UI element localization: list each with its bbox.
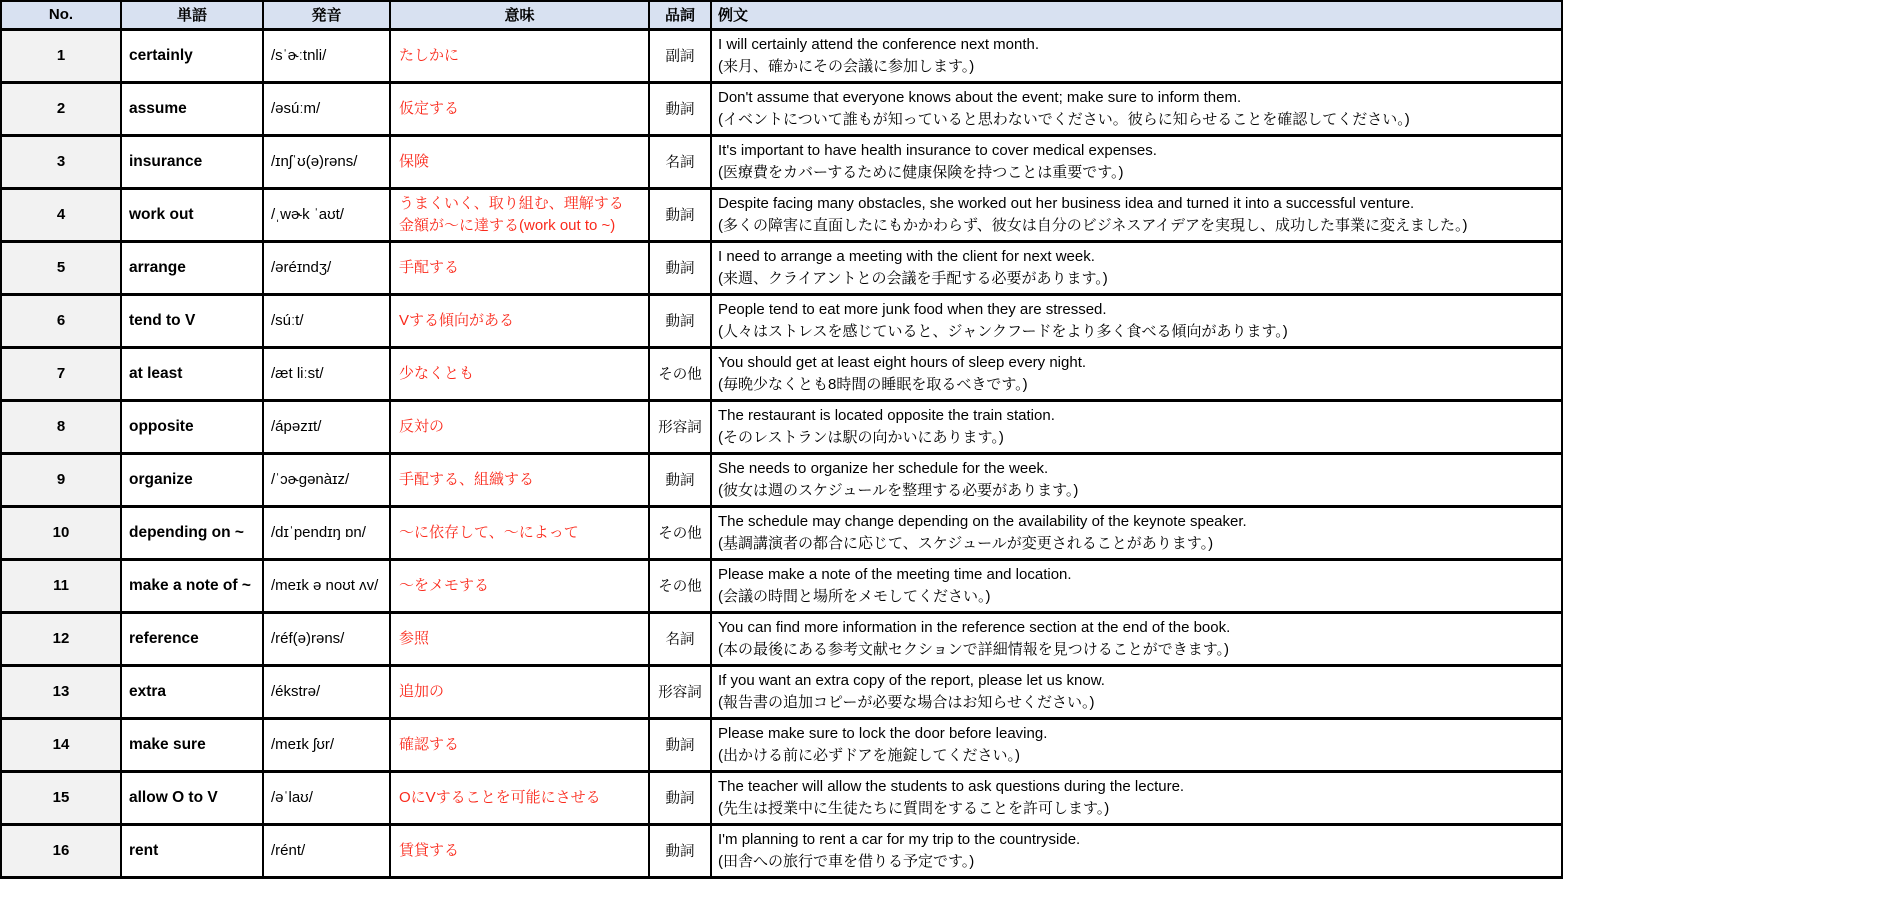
example-japanese: (彼女は週のスケジュールを整理する必要があります。) — [718, 481, 1079, 499]
word-cell: at least — [121, 347, 263, 400]
meaning-cell: 〜をメモする — [390, 559, 649, 612]
example-cell — [711, 135, 1562, 188]
example-english: I will certainly attend the conference next month. — [718, 36, 1040, 53]
vocab-table-header — [1, 1, 1562, 29]
table-row — [1, 453, 1562, 506]
row-number-cell: 14 — [1, 718, 121, 771]
meaning-cell: 手配する、組織する — [390, 453, 649, 506]
meaning-cell: 反対の — [390, 400, 649, 453]
example-japanese: (出かける前に必ずドアを施錠してください。) — [718, 746, 1021, 764]
example-japanese: (医療費をカバーするために健康保険を持つことは重要です。) — [718, 163, 1124, 181]
part-of-speech-cell: 形容詞 — [649, 400, 711, 453]
word-cell: arrange — [121, 241, 263, 294]
pronunciation-cell: /ɪnʃˈʊ(ə)rəns/ — [263, 135, 390, 188]
example-japanese: (田舎への旅行で車を借りる予定です。) — [718, 852, 975, 870]
col-header-pos: 品詞 — [649, 1, 711, 29]
col-header-pronunciation: 発音 — [263, 1, 390, 29]
table-row — [1, 135, 1562, 188]
example-japanese: (人々はストレスを感じていると、ジャンクフードをより多く食べる傾向があります。) — [718, 322, 1288, 340]
example-english: The restaurant is located opposite the train station. — [718, 407, 1055, 424]
pronunciation-cell: /ápəzɪt/ — [263, 400, 390, 453]
table-row — [1, 771, 1562, 824]
col-header-example: 例文 — [711, 1, 1562, 29]
vocab-table-body — [1, 29, 1562, 877]
word-cell: opposite — [121, 400, 263, 453]
part-of-speech-cell: 名詞 — [649, 135, 711, 188]
example-japanese: (来月、確かにその会議に参加します。) — [718, 57, 975, 75]
col-header-no: No. — [1, 1, 121, 29]
word-cell: tend to V — [121, 294, 263, 347]
example-english: Despite facing many obstacles, she worked out her business idea and turned it into a successful venture. — [718, 195, 1415, 212]
table-row — [1, 824, 1562, 877]
pronunciation-cell: /əréɪndʒ/ — [263, 241, 390, 294]
table-row — [1, 559, 1562, 612]
example-cell — [711, 400, 1562, 453]
meaning-cell: OにVすることを可能にさせる — [390, 771, 649, 824]
meaning-cell: 手配する — [390, 241, 649, 294]
word-cell: allow O to V — [121, 771, 263, 824]
table-row — [1, 665, 1562, 718]
meaning-cell: 確認する — [390, 718, 649, 771]
table-row — [1, 241, 1562, 294]
word-cell: certainly — [121, 29, 263, 82]
header-row — [1, 1, 1562, 29]
row-number-cell: 5 — [1, 241, 121, 294]
meaning-cell: うまくいく、取り組む、理解する 金額が〜に達する(work out to ~) — [390, 188, 649, 241]
example-english: You should get at least eight hours of sleep every night. — [718, 354, 1087, 371]
pronunciation-cell: /súːt/ — [263, 294, 390, 347]
row-number-cell: 10 — [1, 506, 121, 559]
row-number-cell: 9 — [1, 453, 121, 506]
part-of-speech-cell: 形容詞 — [649, 665, 711, 718]
row-number-cell: 1 — [1, 29, 121, 82]
example-cell — [711, 612, 1562, 665]
row-number-cell: 3 — [1, 135, 121, 188]
pronunciation-cell: /meɪk ʃʊr/ — [263, 718, 390, 771]
part-of-speech-cell: 動詞 — [649, 82, 711, 135]
example-japanese: (毎晩少なくとも8時間の睡眠を取るべきです。) — [718, 375, 1028, 393]
pronunciation-cell: /sˈɚːtnli/ — [263, 29, 390, 82]
meaning-cell: 仮定する — [390, 82, 649, 135]
table-row — [1, 347, 1562, 400]
example-english: If you want an extra copy of the report, please let us know. — [718, 672, 1105, 689]
col-header-word: 単語 — [121, 1, 263, 29]
row-number-cell: 13 — [1, 665, 121, 718]
pronunciation-cell: /əˈlaʊ/ — [263, 771, 390, 824]
pronunciation-cell: /ˈɔɚgənàɪz/ — [263, 453, 390, 506]
table-row — [1, 400, 1562, 453]
pronunciation-cell: /meɪk ə noʊt ʌv/ — [263, 559, 390, 612]
example-japanese: (イベントについて誰もが知っていると思わないでください。彼らに知らせることを確認してください。) — [718, 110, 1410, 128]
word-cell: rent — [121, 824, 263, 877]
example-english: You can find more information in the reference section at the end of the book. — [718, 619, 1231, 636]
word-cell: insurance — [121, 135, 263, 188]
pronunciation-cell: /əsúːm/ — [263, 82, 390, 135]
example-cell — [711, 82, 1562, 135]
part-of-speech-cell: 副詞 — [649, 29, 711, 82]
example-cell — [711, 771, 1562, 824]
example-cell — [711, 559, 1562, 612]
word-cell: extra — [121, 665, 263, 718]
row-number-cell: 8 — [1, 400, 121, 453]
example-english: The schedule may change depending on the availability of the keynote speaker. — [718, 513, 1247, 530]
table-row — [1, 188, 1562, 241]
word-cell: depending on ~ — [121, 506, 263, 559]
example-cell — [711, 294, 1562, 347]
part-of-speech-cell: その他 — [649, 347, 711, 400]
word-cell: reference — [121, 612, 263, 665]
table-row — [1, 506, 1562, 559]
part-of-speech-cell: 動詞 — [649, 294, 711, 347]
example-japanese: (先生は授業中に生徒たちに質問をすることを許可します。) — [718, 799, 1110, 817]
word-cell: assume — [121, 82, 263, 135]
example-english: People tend to eat more junk food when they are stressed. — [718, 301, 1107, 318]
part-of-speech-cell: 動詞 — [649, 824, 711, 877]
example-cell — [711, 241, 1562, 294]
example-japanese: (来週、クライアントとの会議を手配する必要があります。) — [718, 269, 1108, 287]
example-japanese: (基調講演者の都合に応じて、スケジュールが変更されることがあります。) — [718, 534, 1214, 552]
example-cell — [711, 347, 1562, 400]
word-cell: make sure — [121, 718, 263, 771]
row-number-cell: 4 — [1, 188, 121, 241]
table-row — [1, 294, 1562, 347]
example-cell — [711, 665, 1562, 718]
example-japanese: (多くの障害に直面したにもかかわらず、彼女は自分のビジネスアイデアを実現し、成功した事業に変えました。) — [718, 216, 1468, 234]
example-cell — [711, 824, 1562, 877]
row-number-cell: 11 — [1, 559, 121, 612]
meaning-cell: 参照 — [390, 612, 649, 665]
meaning-cell: 少なくとも — [390, 347, 649, 400]
pronunciation-cell: /ˌwɚk ˈaʊt/ — [263, 188, 390, 241]
row-number-cell: 15 — [1, 771, 121, 824]
part-of-speech-cell: 名詞 — [649, 612, 711, 665]
example-english: I need to arrange a meeting with the client for next week. — [718, 248, 1095, 265]
example-japanese: (報告書の追加コピーが必要な場合はお知らせください。) — [718, 693, 1095, 711]
row-number-cell: 7 — [1, 347, 121, 400]
col-header-meaning: 意味 — [390, 1, 649, 29]
table-row — [1, 612, 1562, 665]
example-cell — [711, 453, 1562, 506]
example-japanese: (そのレストランは駅の向かいにあります。) — [718, 428, 1004, 446]
example-cell — [711, 188, 1562, 241]
example-english: The teacher will allow the students to ask questions during the lecture. — [718, 778, 1185, 795]
part-of-speech-cell: 動詞 — [649, 241, 711, 294]
part-of-speech-cell: 動詞 — [649, 188, 711, 241]
table-row — [1, 718, 1562, 771]
table-row — [1, 29, 1562, 82]
meaning-cell: 追加の — [390, 665, 649, 718]
example-english: She needs to organize her schedule for the week. — [718, 460, 1049, 477]
word-cell: make a note of ~ — [121, 559, 263, 612]
example-cell — [711, 506, 1562, 559]
part-of-speech-cell: その他 — [649, 559, 711, 612]
example-english: It's important to have health insurance to cover medical expenses. — [718, 142, 1157, 159]
part-of-speech-cell: 動詞 — [649, 718, 711, 771]
pronunciation-cell: /æt liːst/ — [263, 347, 390, 400]
row-number-cell: 2 — [1, 82, 121, 135]
meaning-cell: たしかに — [390, 29, 649, 82]
pronunciation-cell: /rént/ — [263, 824, 390, 877]
example-english: Please make sure to lock the door before leaving. — [718, 725, 1048, 742]
pronunciation-cell: /ékstrə/ — [263, 665, 390, 718]
word-cell: work out — [121, 188, 263, 241]
meaning-cell: 賃貸する — [390, 824, 649, 877]
table-row — [1, 82, 1562, 135]
part-of-speech-cell: その他 — [649, 506, 711, 559]
part-of-speech-cell: 動詞 — [649, 453, 711, 506]
example-cell — [711, 29, 1562, 82]
example-english: Don't assume that everyone knows about the event; make sure to inform them. — [718, 89, 1242, 106]
pronunciation-cell: /dɪˈpendɪŋ ɒn/ — [263, 506, 390, 559]
row-number-cell: 6 — [1, 294, 121, 347]
pronunciation-cell: /réf(ə)rəns/ — [263, 612, 390, 665]
word-cell: organize — [121, 453, 263, 506]
example-english: I'm planning to rent a car for my trip to the countryside. — [718, 831, 1081, 848]
example-cell — [711, 718, 1562, 771]
meaning-cell: 保険 — [390, 135, 649, 188]
example-english: Please make a note of the meeting time and location. — [718, 566, 1072, 583]
meaning-cell: Vする傾向がある — [390, 294, 649, 347]
row-number-cell: 16 — [1, 824, 121, 877]
part-of-speech-cell: 動詞 — [649, 771, 711, 824]
example-japanese: (本の最後にある参考文献セクションで詳細情報を見つけることができます。) — [718, 640, 1229, 658]
example-japanese: (会議の時間と場所をメモしてください。) — [718, 587, 991, 605]
meaning-cell: 〜に依存して、〜によって — [390, 506, 649, 559]
row-number-cell: 12 — [1, 612, 121, 665]
